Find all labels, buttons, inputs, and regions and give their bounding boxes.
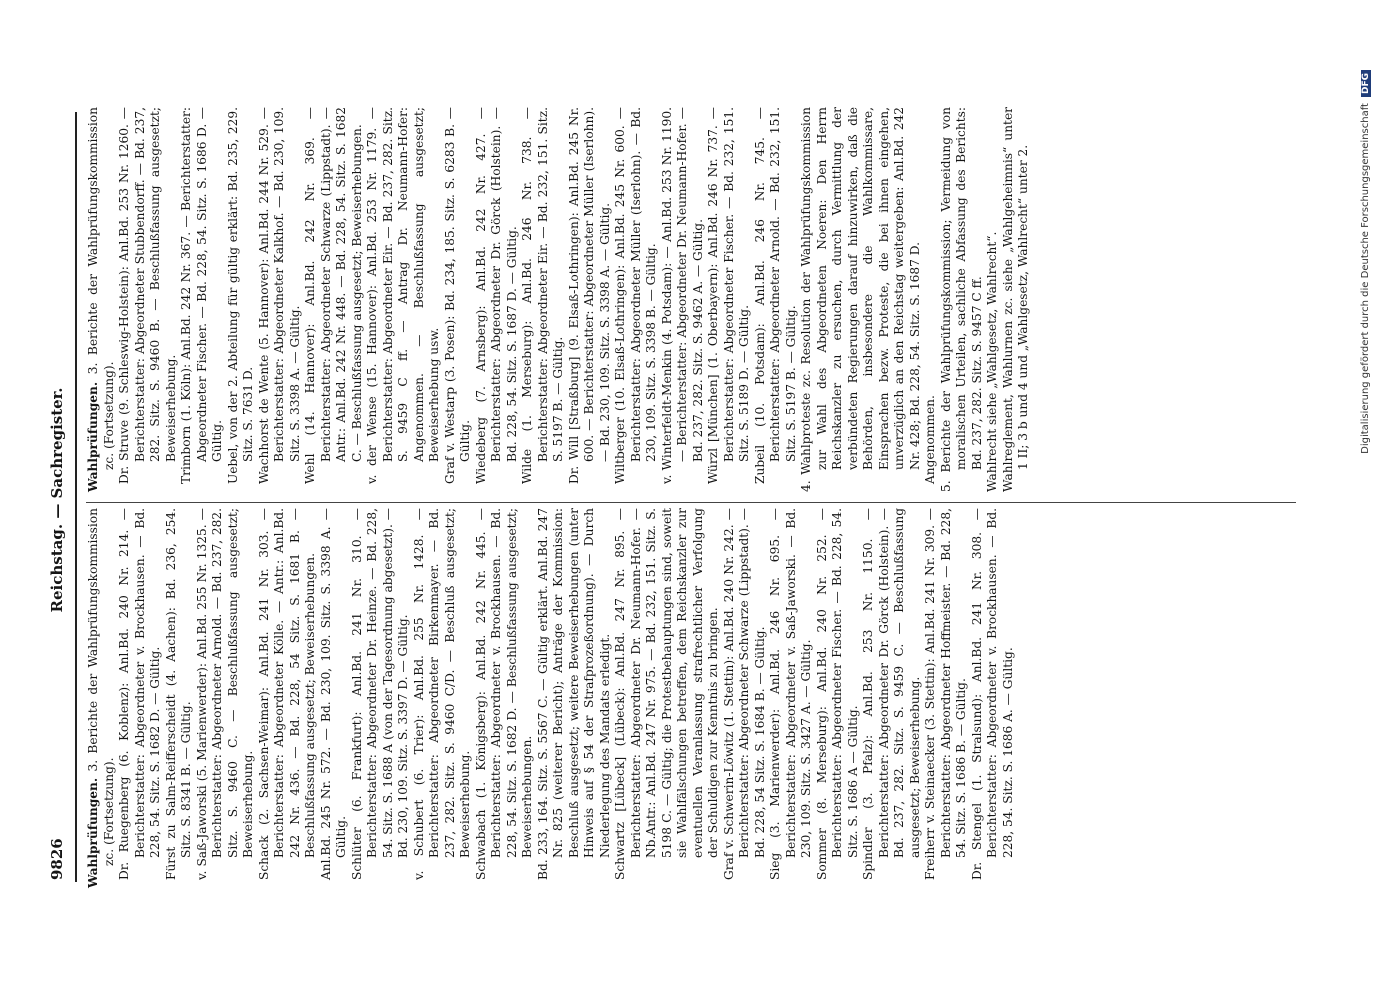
index-entry: Graf v. Westarp (3. Posen): Bd. 234, 185. Sitz. S. 6283 B. — Gültig. [442,107,472,484]
index-entry: Dr. Stengel (1. Stralsund): Anl.Bd. 241 Nr. 308. — Berichterstatter: Abgeordneter v. Brockhausen. — Bd. 228, 54. Sitz. S. 1686 A. — Gültig. [969,508,1015,880]
index-entry: Würzl [München] (1. Oberbayern): Anl.Bd. 246 Nr. 737. — Berichterstatter: Abgeordneter Fischer. — Bd. 232, 151. Sitz. S. 5189 D. — Gültig. [706,107,751,484]
page-number: 9826 [48,838,66,880]
index-entry: Dr. Ruegenberg (6. Koblenz): Anl.Bd. 240 Nr. 214. — Berichterstatter: Abgeordneter v. Brockhausen. — Bd. 228, 54. Sitz. S. 1682 D. — Gültig. [117,508,162,880]
index-entry: Wiedeberg (7. Arnsberg): Anl.Bd. 242 Nr. 427. — Berichterstatter: Abgeordneter Dr. Görck (Holstein). — Bd. 228, 54. Sitz. S. 1687 D. — Gültig. [473,107,519,484]
dfg-logo: DFG [1361,70,1371,97]
index-entry: Schwartz [Lübeck] (Lübeck): Anl.Bd. 247 Nr. 895. — Berichterstatter: Abgeordneter Dr. Neumann-Hofer. — Nb.Antr.: Anl.Bd. 247 Nr. 975. — Bd. 232, 151. Sitz. S. 5198 C. — Gültig; die Protestbehauptungen sind, soweit sie Wahlfälschungen betreffen, dem Reichskanzler zur eventuellen Veranlassung strafrechtlicher Verfolgung der Schuldigen zur Kenntnis zu bringen. [613,508,720,880]
index-entry: Fürst zu Salm-Reifferscheidt (4. Aachen): Bd. 236, 254. Sitz. S. 8341 B. — Gültig. [163,508,193,880]
index-entry: Graf v. Schwerin-Löwitz (1. Stettin): Anl.Bd. 240 Nr. 242. — Berichterstatter: Abgeordneter Schwarze (Lippstadt). — Bd. 228, 54 Sitz. S. 1684 B. — Gültig. [721,508,767,880]
digitization-credit [1360,70,1374,930]
index-entry: Schack (2. Sachsen-Weimar): Anl.Bd. 241 Nr. 303. — Berichterstatter: Abgeordneter Kölle. — Antr.: Anl.Bd. 242 Nr. 436. — Bd. 228, 54 Sitz. S. 1681 B. — Beschlußfassung ausgesetzt; Beweiserhebungen. [256,508,317,880]
index-entry: Dr. Struve (9. Schleswig-Holstein): Anl.Bd. 253 Nr. 1260. — Berichterstatter: Abgeordneter Stubbendorff. — Bd. 237, 282. Sitz. S. 9460 B. — Beschlußfassung ausgesetzt; Beweiserhebung. [117,107,178,484]
column-divider [86,502,1296,503]
index-entry: v. Saß-Jaworski (5. Marienwerder): Anl.Bd. 255 Nr. 1325. — Berichterstatter: Abgeordneter Arnold. — Bd. 237, 282. Sitz. S. 9460 C. — Beschlußfassung ausgesetzt; Beweiserhebung. [194,508,255,880]
index-entry: Zubeil (10. Potsdam): Anl.Bd. 246 Nr. 745. — Berichterstatter: Abgeordneter Arnold. — Bd. 232, 151. Sitz. S. 5197 B. — Gültig. [752,107,798,484]
index-entry: Wahlrecht siehe „Wahlgesetz, Wahlrecht“. [985,231,999,492]
index-entry: Wehl (14. Hannover): Anl.Bd. 242 Nr. 369. — Berichterstatter: Abgeordneter Schwarze (Lippstadt). — Antr.: Anl.Bd. 242 Nr. 448. — Bd. 228, 54. Sitz. S. 1682 C. — Beschlußfassung ausgesetzt; Beweiserhebungen. [303,107,364,484]
index-entry: Uebel, von der 2. Abteilung für gültig erklärt: Bd. 235, 229. Sitz. S. 7631 D. [225,107,255,484]
index-entry: Wachhorst de Wente (5. Hannover): Anl.Bd. 244 Nr. 529. — Berichterstatter: Abgeordneter Kalkhof. — Bd. 230, 109. Sitz. S. 3398 A. — Gültig. [256,107,302,484]
index-entry: Schlüter (6. Frankfurt): Anl.Bd. 241 Nr. 310. — Berichterstatter: Abgeordneter Dr. Heinze. — Bd. 228, 54. Sitz. S. 1688 A (von der Tagesordnung abgesetzt). — Bd. 230, 109. Sitz. S. 3397 D. — Gültig. [349,508,410,880]
right-column [86,107,1032,492]
index-entry: Sommer (8. Merseburg): Anl.Bd. 240 Nr. 252. — Berichterstatter: Abgeordneter Fischer. — Bd. 228, 54. Sitz. S. 1686 A — Gültig. [814,508,860,880]
index-entry: Anl.Bd. 245 Nr. 572. — Bd. 230, 109. Sitz. S. 3398 A. — Gültig. [318,508,348,880]
index-entry: Schwabach (1. Königsberg): Anl.Bd. 242 Nr. 445. — Berichterstatter: Abgeordneter v. Brockhausen. — Bd. 228, 54. Sitz. S. 1682 D. — Beschlußfassung ausgesetzt; Beweiserhebungen. [473,508,534,880]
index-entry: Trimborn (1. Köln): Anl.Bd. 242 Nr. 367. — Berichterstatter: Abgeordneter Fischer. — Bd. 228, 54. Sitz. S. 1686 D. — Gültig. [179,107,224,484]
index-entry: Angenommen. [923,395,937,484]
index-entry: Wilde (1. Merseburg): Anl.Bd. 246 Nr. 738. — Berichterstatter: Abgeordneter Eir. — Bd. 232, 151. Sitz. S. 5197 B. — Gültig. [520,107,565,484]
section-heading-bold: Wahlprüfungen. [86,777,100,888]
index-entry: 5. Berichte der Wahlprüfungskommission; Vermeidung von moralischen Urteilen, sachliche Abfassung des Berichts: Bd. 237, 282. Sitz. S. 9457 C ff. [938,107,984,492]
index-entry: v. Winterfeldt-Menkin (4. Potsdam): — Anl.Bd. 253 Nr. 1190. — Berichterstatter: Abgeordneter Dr. Neumann-Hofer. — Bd. 237, 282. Sitz. S. 9462 A. — Gültig. [659,107,705,484]
index-entry: Spindler (3. Pfalz): Anl.Bd. 253 Nr. 1150. — Berichterstatter: Abgeordneter Dr. Görck (Holstein). — Bd. 237, 282. Sitz. S. 9459 C. — Beschlußfassung ausgesetzt; Beweiserhebung. [861,508,922,880]
section-heading-rest: 3. Berichte der Wahlprüfungskommission zc. (Fortsetzung). [86,508,116,866]
page-header [48,120,74,880]
digitization-credit-text: Digitalisierung gefördert durch die Deutsche Forschungsgemeinschaft [1360,103,1371,454]
section-heading [86,508,117,888]
section-heading-rest: 3. Berichte der Wahlprüfungskommission zc. (Fortsetzung). [86,107,116,470]
index-entry: Freiherr v. Steinaecker (3. Stettin): Anl.Bd. 241 Nr. 309. — Berichterstatter: Abgeordneter Hoffmeister. — Bd. 228, 54. Sitz. S. 1686 B. — Gültig. [923,508,968,880]
index-entry: Dr. Will [Straßburg] (9. Elsaß-Lothringen): Anl.Bd. 245 Nr. 600. — Berichterstatter: Abgeordneter Müller (Iserlohn). — Bd. 230, 109. Sitz. S. 3398 A. — Gültig. [566,107,612,484]
running-title: Reichstag. — Sachregister. [48,387,66,613]
section-heading-bold: Wahlprüfungen. [86,381,100,492]
index-entry: Wahlreglement, Wahlurnen zc. siehe „Wahlgeheimnis“ unter 1 II; 3 b und 4 und „Wahlgesetz, Wahlrecht“ unter 2. [1000,107,1030,492]
index-entry: v. der Wense (15. Hannover): Anl.Bd. 253 Nr. 1179. — Berichterstatter: Abgeordneter Eir. — Bd. 237, 282. Sitz. S. 9459 C ff. — Antrag Dr. Neumann-Hofer: Angenommen. — Beschlußfassung ausgesetzt; Beweiserhebung usw. [365,107,441,484]
index-entry: 4. Wahlproteste zc. Resolution der Wahlprüfungskommission zur Wahl des Abgeordneten Noeren: Den Herrn Reichskanzler zu ersuchen, durch Vermittlung der verbündeten Regierungen darauf hinzuwirken, daß die Behörden, insbesondere die Wahlkommissare, Einsprachen bezw. Proteste, die bei ihnen eingehen, unverzüglich an den Reichstag weitergeben: Anl.Bd. 242 Nr. 428; Bd. 228, 54. Sitz. S. 1687 D. [799,107,922,492]
index-entry: Sieg (3. Marienwerder): Anl.Bd. 246 Nr. 695. — Berichterstatter: Abgeordneter v. Saß-Jaworski. — Bd. 230, 109. Sitz. S. 3427 A. — Gültig. [768,508,813,880]
index-entry: Bd. 233, 164. Sitz. S. 5567 C. — Gültig erklärt. Anl.Bd. 247 Nr. 825 (weiterer Bericht); Anträge der Kommission: Beschluß ausgesetzt; weitere Beweiserhebungen (unter Hinweis auf § 54 der Strafprozeßordnung). — Durch Niederlegung des Mandats erledigt. [535,508,612,880]
index-entry: v. Schubert (6. Trier): Anl.Bd. 255 Nr. 1428. — Berichterstatter: Abgeordneter Birkenmayer. — Bd. 237, 282. Sitz. S. 9460 C/D. — Beschluß ausgesetzt; Beweiserhebung. [411,508,472,880]
index-entry: Wiltberger (10. Elsaß-Lothringen): Anl.Bd. 245 Nr. 600. — Berichterstatter: Abgeordneter Müller (Iserlohn). — Bd. 230, 109. Sitz. S. 3398 B. — Gültig. [613,107,658,484]
header-rule [75,112,77,882]
left-column [86,508,1016,888]
section-heading [86,107,117,492]
